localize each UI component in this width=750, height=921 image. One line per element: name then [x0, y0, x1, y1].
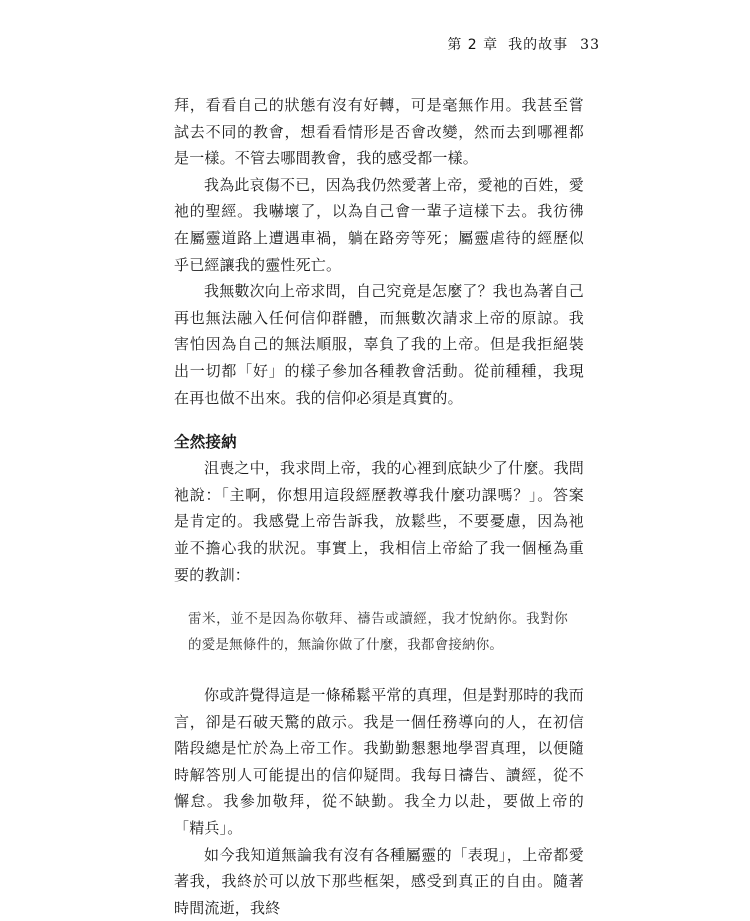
paragraph-1: 拜，看看自己的狀態有沒有好轉，可是毫無作用。我甚至嘗試去不同的教會，想看看情形是否會改變，然而去到哪裡都是一樣。不管去哪間教會，我的感受都一樣。	[174, 96, 584, 168]
paragraph-3: 我無數次向上帝求問，自己究竟是怎麼了？我也為著自己再也無法融入任何信仰群體，而無數次請求上帝的原諒。我害怕因為自己的無法順服，辜負了我的上帝。但是我拒絕裝出一切都「好」的樣子參加各種教會活動。從前種種，我現在再也做不出來。我的信仰必須是真實的。	[174, 282, 585, 407]
running-head	[437, 34, 600, 54]
page-number: 33	[580, 37, 600, 53]
block-quote: 雷米，並不是因為你敬拜、禱告或讀經，我才悅納你。我對你的愛是無條件的，無論你做了什麼，我都會接納你。	[188, 611, 568, 654]
body-text	[174, 92, 584, 921]
paragraph-after-quote-1: 你或許覺得這是一條稀鬆平常的真理，但是對那時的我而言，卻是石破天驚的啟示。我是一個任務導向的人，在初信階段總是忙於為上帝工作。我勤勤懇懇地學習真理，以便隨時解答別人可能提出的信仰疑問。我每日禱告、讀經，從不懈怠。我參加敬拜，從不缺勤。我全力以赴，要做上帝的「精兵」。	[174, 686, 585, 838]
paragraph-2: 我為此哀傷不已，因為我仍然愛著上帝，愛祂的百姓，愛祂的聖經。我嚇壞了，以為自己會一輩子這樣下去。我彷彿在屬靈道路上遭遇車禍，躺在路旁等死；屬靈虐待的經歷似乎已經讓我的靈性死亡。	[174, 175, 585, 274]
chapter-label: 第 2 章	[447, 37, 499, 53]
chapter-title: 我的故事	[508, 37, 569, 53]
paragraph-after-quote-2: 如今我知道無論我有沒有各種屬靈的「表現」，上帝都愛著我，我終於可以放下那些框架，感受到真正的自由。隨著時間流逝，我終	[174, 845, 584, 917]
section-heading: 全然接納	[174, 433, 237, 452]
section-intro-paragraph: 沮喪之中，我求問上帝，我的心裡到底缺少了什麼。我問祂說：「主啊，你想用這段經歷教導我什麼功課嗎？」。答案是肯定的。我感覺上帝告訴我，放鬆些，不要憂慮，因為祂並不擔心我的狀況。事實上，我相信上帝給了我一個極為重要的教訓：	[174, 459, 585, 584]
